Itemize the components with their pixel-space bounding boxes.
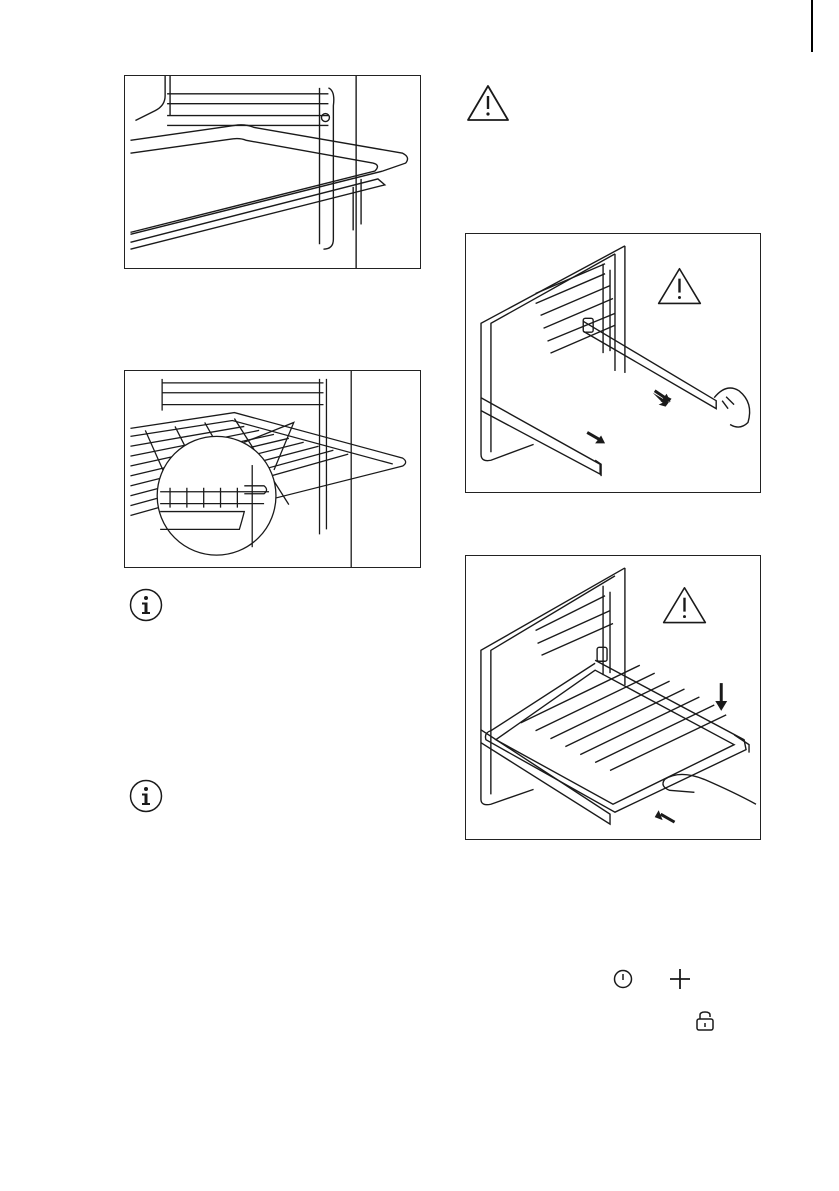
plus-icon — [668, 967, 692, 996]
lock-icon — [693, 1009, 717, 1038]
warning-triangle-icon — [659, 269, 701, 304]
shelf-on-runners-figure — [465, 555, 761, 840]
baking-tray-figure — [124, 75, 421, 269]
warning-triangle-icon — [466, 84, 510, 122]
telescopic-runners-figure — [465, 233, 761, 493]
warning-triangle-icon — [664, 588, 706, 623]
information-circle-icon — [129, 588, 163, 622]
telescopic-runners-illustration — [466, 234, 760, 492]
crop-mark — [811, 0, 813, 52]
wire-shelf-figure — [124, 370, 421, 568]
shelf-on-runners-illustration — [466, 556, 760, 839]
information-circle-icon — [129, 779, 163, 813]
wire-shelf-illustration — [125, 371, 420, 567]
baking-tray-illustration — [125, 76, 420, 268]
clock-icon — [612, 968, 634, 995]
